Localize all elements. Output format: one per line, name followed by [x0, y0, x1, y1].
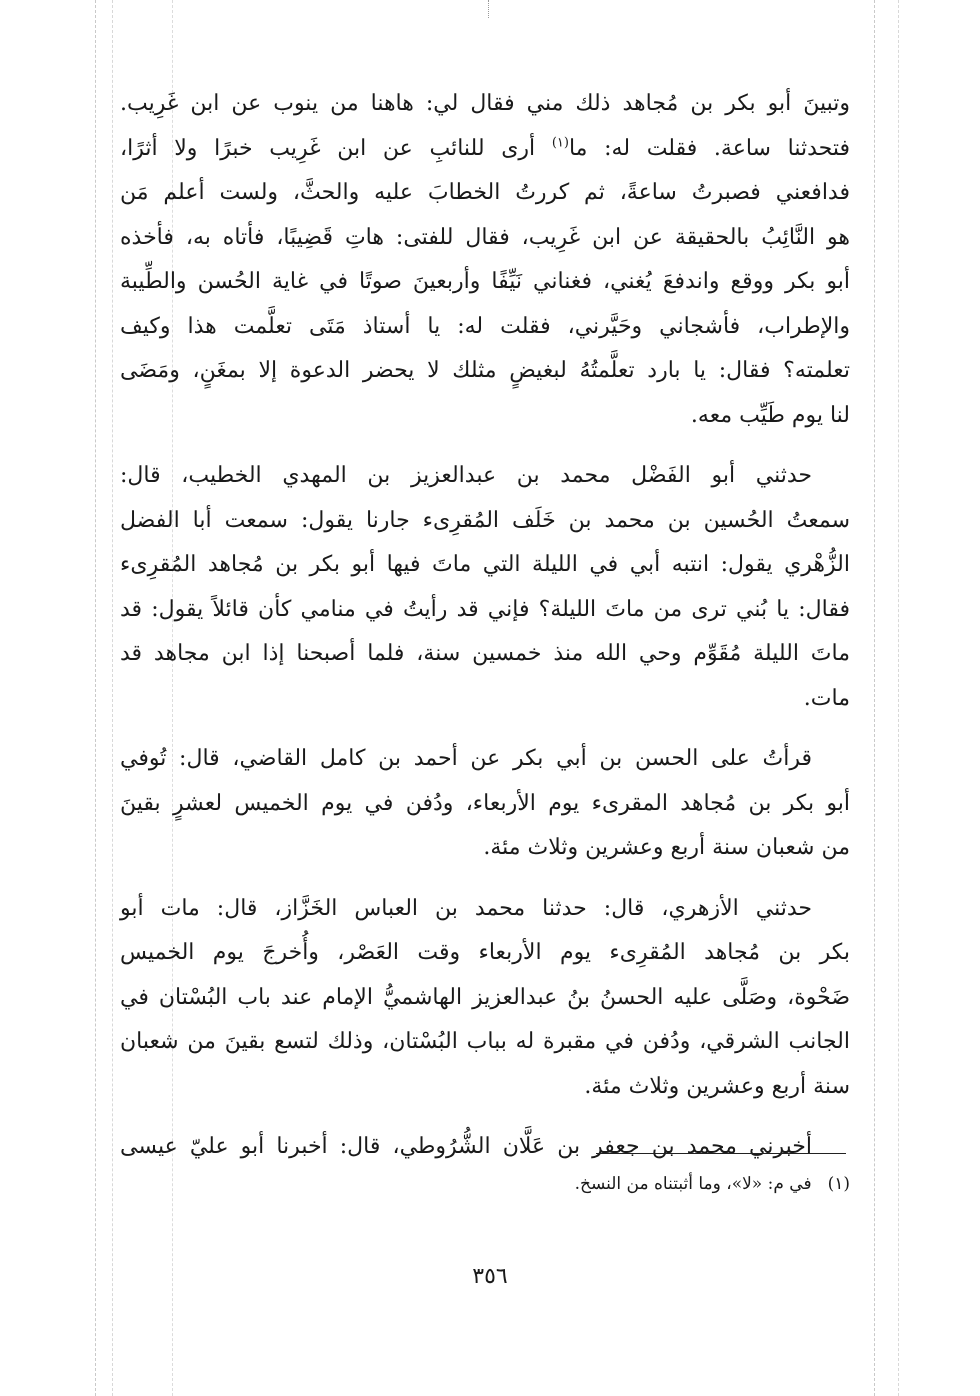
scan-fold-line [112, 0, 113, 1396]
paragraph [120, 887, 850, 1110]
text-line: أبو بكر ووقع واندفعَ يُغني، فغناني نَيِّفًا وأربعينَ صوتًا في غاية الحُسن والطِّيبة [120, 269, 850, 294]
text-line: هو النَّائِبُ بالحقيقة عن ابن غَرِيب، فقال للفتى: هاتِ قَضِيبًا، فأتاه به، فأخذه [120, 224, 850, 250]
text-line: فدافعني فصبرتُ ساعةً، ثم كررتُ الخطابَ عليه والحثَّ، ولست أعلم مَن [120, 180, 850, 205]
main-text [120, 82, 850, 1170]
text-line: سنة أربع وعشرين وثلاث مئة. [584, 1073, 850, 1099]
footnote-text: في م: «لا»، وما أثبتناه من النسخ. [574, 1174, 812, 1194]
page-number: ٣٥٦ [472, 1264, 508, 1289]
text-line: الجانب الشرقي، ودُفن في مقبرة له بباب البُسْتان، وذلك لتسع بقينَ من شعبان [120, 1029, 850, 1054]
scan-fold-line [874, 0, 875, 1396]
text-line [120, 127, 850, 172]
text-line: بكر بن مُجاهد المُقرِىء يوم الأربعاء وقت العَصْر، وأُخرجَ يوم الخميس [120, 940, 850, 965]
text-segment: فتحدثنا ساعة. فقلت له: ما [568, 135, 850, 161]
text-line: حدثني أبو الفَضْل محمد بن عبدالعزيز بن المهدي الخطيب، قال: [120, 463, 812, 488]
text-line: مات. [803, 685, 850, 711]
text-line: والإطراب، فأشجاني وحَيَّرني، فقلت له: يا أستاذ مَتَى تعلَّمت هذا وكيف [120, 313, 850, 339]
text-line: الزُّهْري يقول: انتبه أبي في الليلة التي ماتَ فيها أبو بكر بن مُجاهد المُقرِىء [120, 552, 850, 577]
text-line: سمعتُ الحُسين بن محمد بن خَلَف المُقرِىء جارنا يقول: سمعت أبا الفضل [120, 507, 850, 533]
text-line: من شعبان سنة أربع وعشرين وثلاث مئة. [483, 835, 850, 860]
text-line: أبو بكر بن مُجاهد المقرىء يوم الأربعاء، ودُفن في يوم الخميس لعشرٍ بقينَ [120, 790, 850, 816]
scan-fold-line [898, 0, 899, 1396]
footnote-number: (١) [827, 1174, 850, 1194]
footnote-ref: (١) [551, 135, 569, 151]
scan-fold-line [95, 0, 96, 1396]
paragraph [120, 737, 850, 871]
text-line: أخبرني محمد بن جعفر بن عَلَّان الشُّرُوطي، قال: أخبرنا أبو عليّ عيسى [120, 1134, 812, 1159]
paragraph [120, 1125, 850, 1170]
paragraph [120, 82, 850, 438]
text-line: ضَحْوة، وصَلَّى عليه الحسنُ بنُ عبدالعزيز الهاشميُّ الإمام عند باب البُسْتان في [120, 984, 850, 1010]
text-line: ماتَ الليلة مُقَوِّم وحي الله منذ خمسين سنة، فلما أصبحنا إذا ابن مجاهد قد [120, 641, 850, 666]
paragraph [120, 454, 850, 721]
scan-mark [488, 0, 493, 18]
footnote [575, 1170, 850, 1198]
footnote-divider [596, 1153, 846, 1154]
text-line: فقال: يا بُني ترى من ماتَ الليلة؟ فإني قد رأيتُ في منامي كأن قائلاً يقول: قد [120, 596, 850, 622]
text-line: لنا يوم طَيِّب معه. [690, 402, 850, 428]
text-segment: أرى للنائبِ عن ابن غَرِيب خبرًا ولا أثرًا، [120, 135, 552, 161]
text-line: حدثني الأزهري، قال: حدثنا محمد بن العباس الخَزَّاز، قال: مات أبو [120, 895, 812, 921]
text-line: وتبينَ أبو بكر بن مُجاهد ذلك مني فقال لي: هاهنا من ينوب عن ابن غَرِيب. [120, 91, 850, 116]
text-line: قرأتُ على الحسن بن أبي بكر عن أحمد بن كامل القاضي، قال: تُوفي [120, 746, 812, 771]
text-line: تعلمته؟ فقال: يا بارد تعلَّمتُهُ لبغيضٍ مثلك لا يحضر الدعوة إلا بمغَنٍ، ومَضَى [120, 358, 850, 383]
